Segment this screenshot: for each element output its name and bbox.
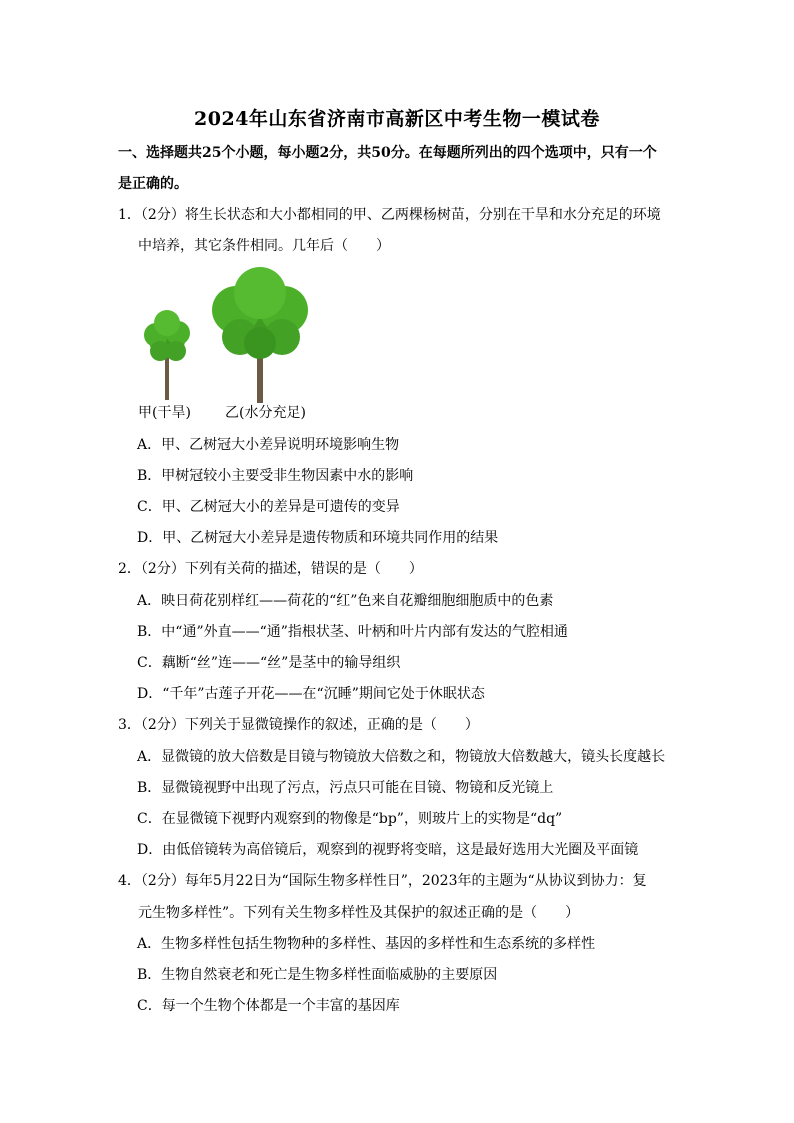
question-4-stem-cont: 元生物多样性”。下列有关生物多样性及其保护的叙述正确的是（ ） [138, 905, 580, 921]
tree-small-icon [144, 310, 190, 400]
question-3-option-c: C．在显微镜下视野内观察到的物像是“bp”，则玻片上的实物是“dq” [137, 811, 563, 827]
question-3-option-b: B．显微镜视野中出现了污点，污点只可能在目镜、物镜和反光镜上 [137, 780, 554, 796]
figure-caption-left: 甲(干旱) [138, 405, 191, 421]
question-1-option-a: A．甲、乙树冠大小差异说明环境影响生物 [137, 437, 400, 453]
question-1-stem: 1．（2分）将生长状态和大小都相同的甲、乙两棵杨树苗，分别在干旱和水分充足的环境 [118, 207, 661, 223]
question-4-option-c: C．每一个生物个体都是一个丰富的基因库 [137, 998, 400, 1014]
question-1-stem-cont: 中培养，其它条件相同。几年后（ ） [138, 238, 390, 254]
section-heading-cont: 是正确的。 [118, 176, 188, 192]
question-2-option-c: C．藕断“丝”连——“丝”是茎中的输导组织 [137, 655, 401, 671]
question-1-option-c: C．甲、乙树冠大小的差异是可遗传的变异 [137, 499, 400, 515]
question-3-stem: 3．（2分）下列关于显微镜操作的叙述，正确的是（ ） [118, 717, 479, 733]
question-2-option-d: D．“千年”古莲子开花——在“沉睡”期间它处于休眠状态 [137, 686, 485, 702]
question-3-option-a: A．显微镜的放大倍数是目镜与物镜放大倍数之和，物镜放大倍数越大，镜头长度越长 [137, 749, 666, 765]
page-title: 2024年山东省济南市高新区中考生物一模试卷 [194, 108, 600, 130]
section-heading: 一、选择题共25个小题，每小题2分，共50分。在每题所列出的四个选项中，只有一个 [118, 145, 657, 161]
question-2-stem: 2．（2分）下列有关荷的描述，错误的是（ ） [118, 561, 423, 577]
question-1-option-d: D．甲、乙树冠大小差异是遗传物质和环境共同作用的结果 [137, 530, 499, 546]
tree-figure [130, 265, 330, 410]
question-4-stem: 4．（2分）每年5月22日为“国际生物多样性日”，2023年的主题为“从协议到协力：复 [118, 873, 647, 889]
question-3-option-d: D．由低倍镜转为高倍镜后，观察到的视野将变暗，这是最好选用大光圈及平面镜 [137, 842, 639, 858]
question-2-option-a: A．映日荷花别样红——荷花的“红”色来自花瓣细胞细胞质中的色素 [137, 593, 554, 609]
question-2-option-b: B．中“通”外直——“通”指根状茎、叶柄和叶片内部有发达的气腔相通 [137, 624, 568, 640]
question-4-option-b: B．生物自然衰老和死亡是生物多样性面临威胁的主要原因 [137, 967, 498, 983]
question-1-option-b: B．甲树冠较小主要受非生物因素中水的影响 [137, 468, 414, 484]
tree-large-icon [212, 267, 308, 403]
question-4-option-a: A．生物多样性包括生物物种的多样性、基因的多样性和生态系统的多样性 [137, 936, 596, 952]
figure-caption-right: 乙(水分充足) [225, 405, 306, 421]
